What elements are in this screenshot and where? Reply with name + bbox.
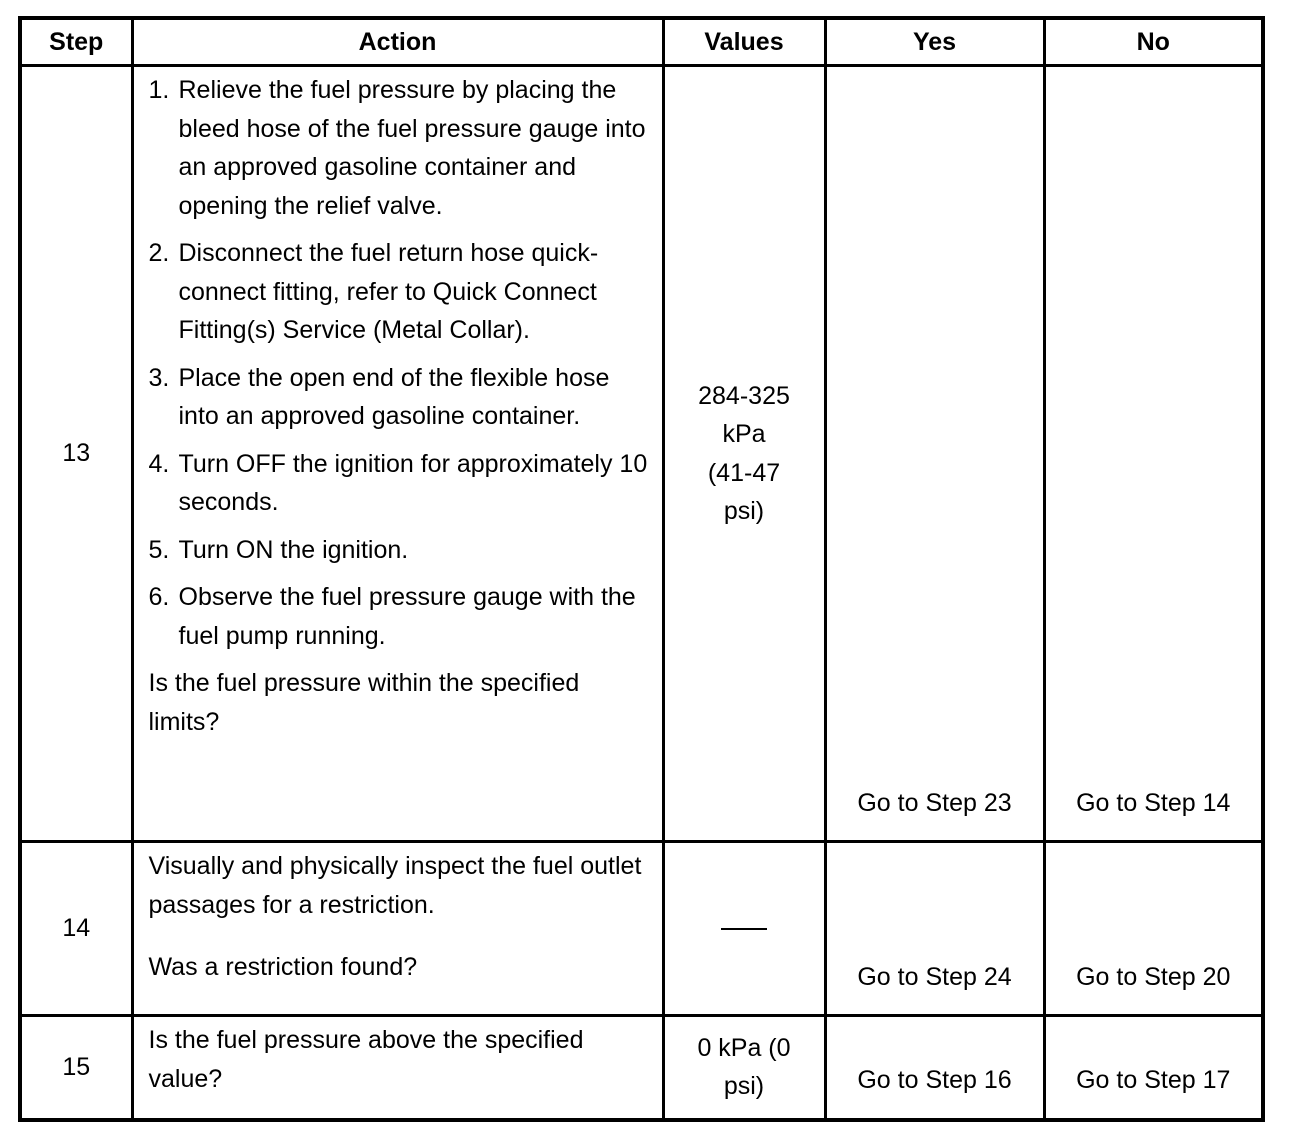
action-step: 5. Turn ON the ignition. [148, 535, 409, 564]
header-row [20, 18, 1263, 66]
values-cell [663, 66, 825, 842]
no-cell: Go to Step 17 [1044, 1016, 1263, 1120]
header-action: Action [132, 18, 663, 66]
table-row-step-15 [20, 1016, 1263, 1120]
diagnostic-table [18, 16, 1265, 1122]
values-cell [663, 842, 825, 1016]
table-row-step-14 [20, 842, 1263, 1016]
action-question: Was a restriction found? [148, 953, 418, 981]
step-number: 15 [20, 1016, 132, 1120]
action-step: 1. Relieve the fuel pressure by placing the bleed hose of the fuel pressure gauge into an approved gasoline container and opening the relief valve. [148, 76, 646, 220]
action-cell [132, 842, 663, 1016]
yes-cell: Go to Step 24 [825, 842, 1044, 1016]
value-line: (41-47 [707, 458, 781, 487]
action-steps-list [149, 71, 652, 655]
empty-value-dash [721, 928, 767, 930]
value-line: 284-325 [698, 381, 790, 410]
step-number: 14 [20, 842, 132, 1016]
header-no: No [1044, 18, 1263, 66]
action-step: 3. Place the open end of the flexible hose into an approved gasoline container. [148, 363, 610, 430]
action-question: Is the fuel pressure above the specified value? [148, 1026, 584, 1093]
table-row-step-13 [20, 66, 1263, 842]
yes-cell: Go to Step 16 [825, 1016, 1044, 1120]
values-cell [663, 1016, 825, 1120]
no-cell: Go to Step 20 [1044, 842, 1263, 1016]
action-step: 6. Observe the fuel pressure gauge with the fuel pump running. [148, 583, 636, 650]
action-cell [132, 1016, 663, 1120]
action-question: Is the fuel pressure within the specified limits? [148, 669, 580, 736]
value-line: psi) [723, 497, 765, 525]
step-number: 13 [20, 66, 132, 842]
action-step: 4. Turn OFF the ignition for approximately 10 seconds. [148, 449, 648, 516]
yes-cell: Go to Step 23 [825, 66, 1044, 842]
action-text: Visually and physically inspect the fuel outlet passages for a restriction. [148, 852, 642, 919]
header-step: Step [20, 18, 132, 66]
header-yes: Yes [825, 18, 1044, 66]
value-line: psi) [723, 1072, 765, 1101]
value-line: 0 kPa (0 [697, 1033, 791, 1062]
no-cell: Go to Step 14 [1044, 66, 1263, 842]
action-step: 2. Disconnect the fuel return hose quick-connect fitting, refer to Quick Connect Fitting(s) Service (Metal Collar). [148, 239, 599, 344]
value-line: kPa [722, 420, 766, 448]
header-values: Values [663, 18, 825, 66]
action-cell [132, 66, 663, 842]
